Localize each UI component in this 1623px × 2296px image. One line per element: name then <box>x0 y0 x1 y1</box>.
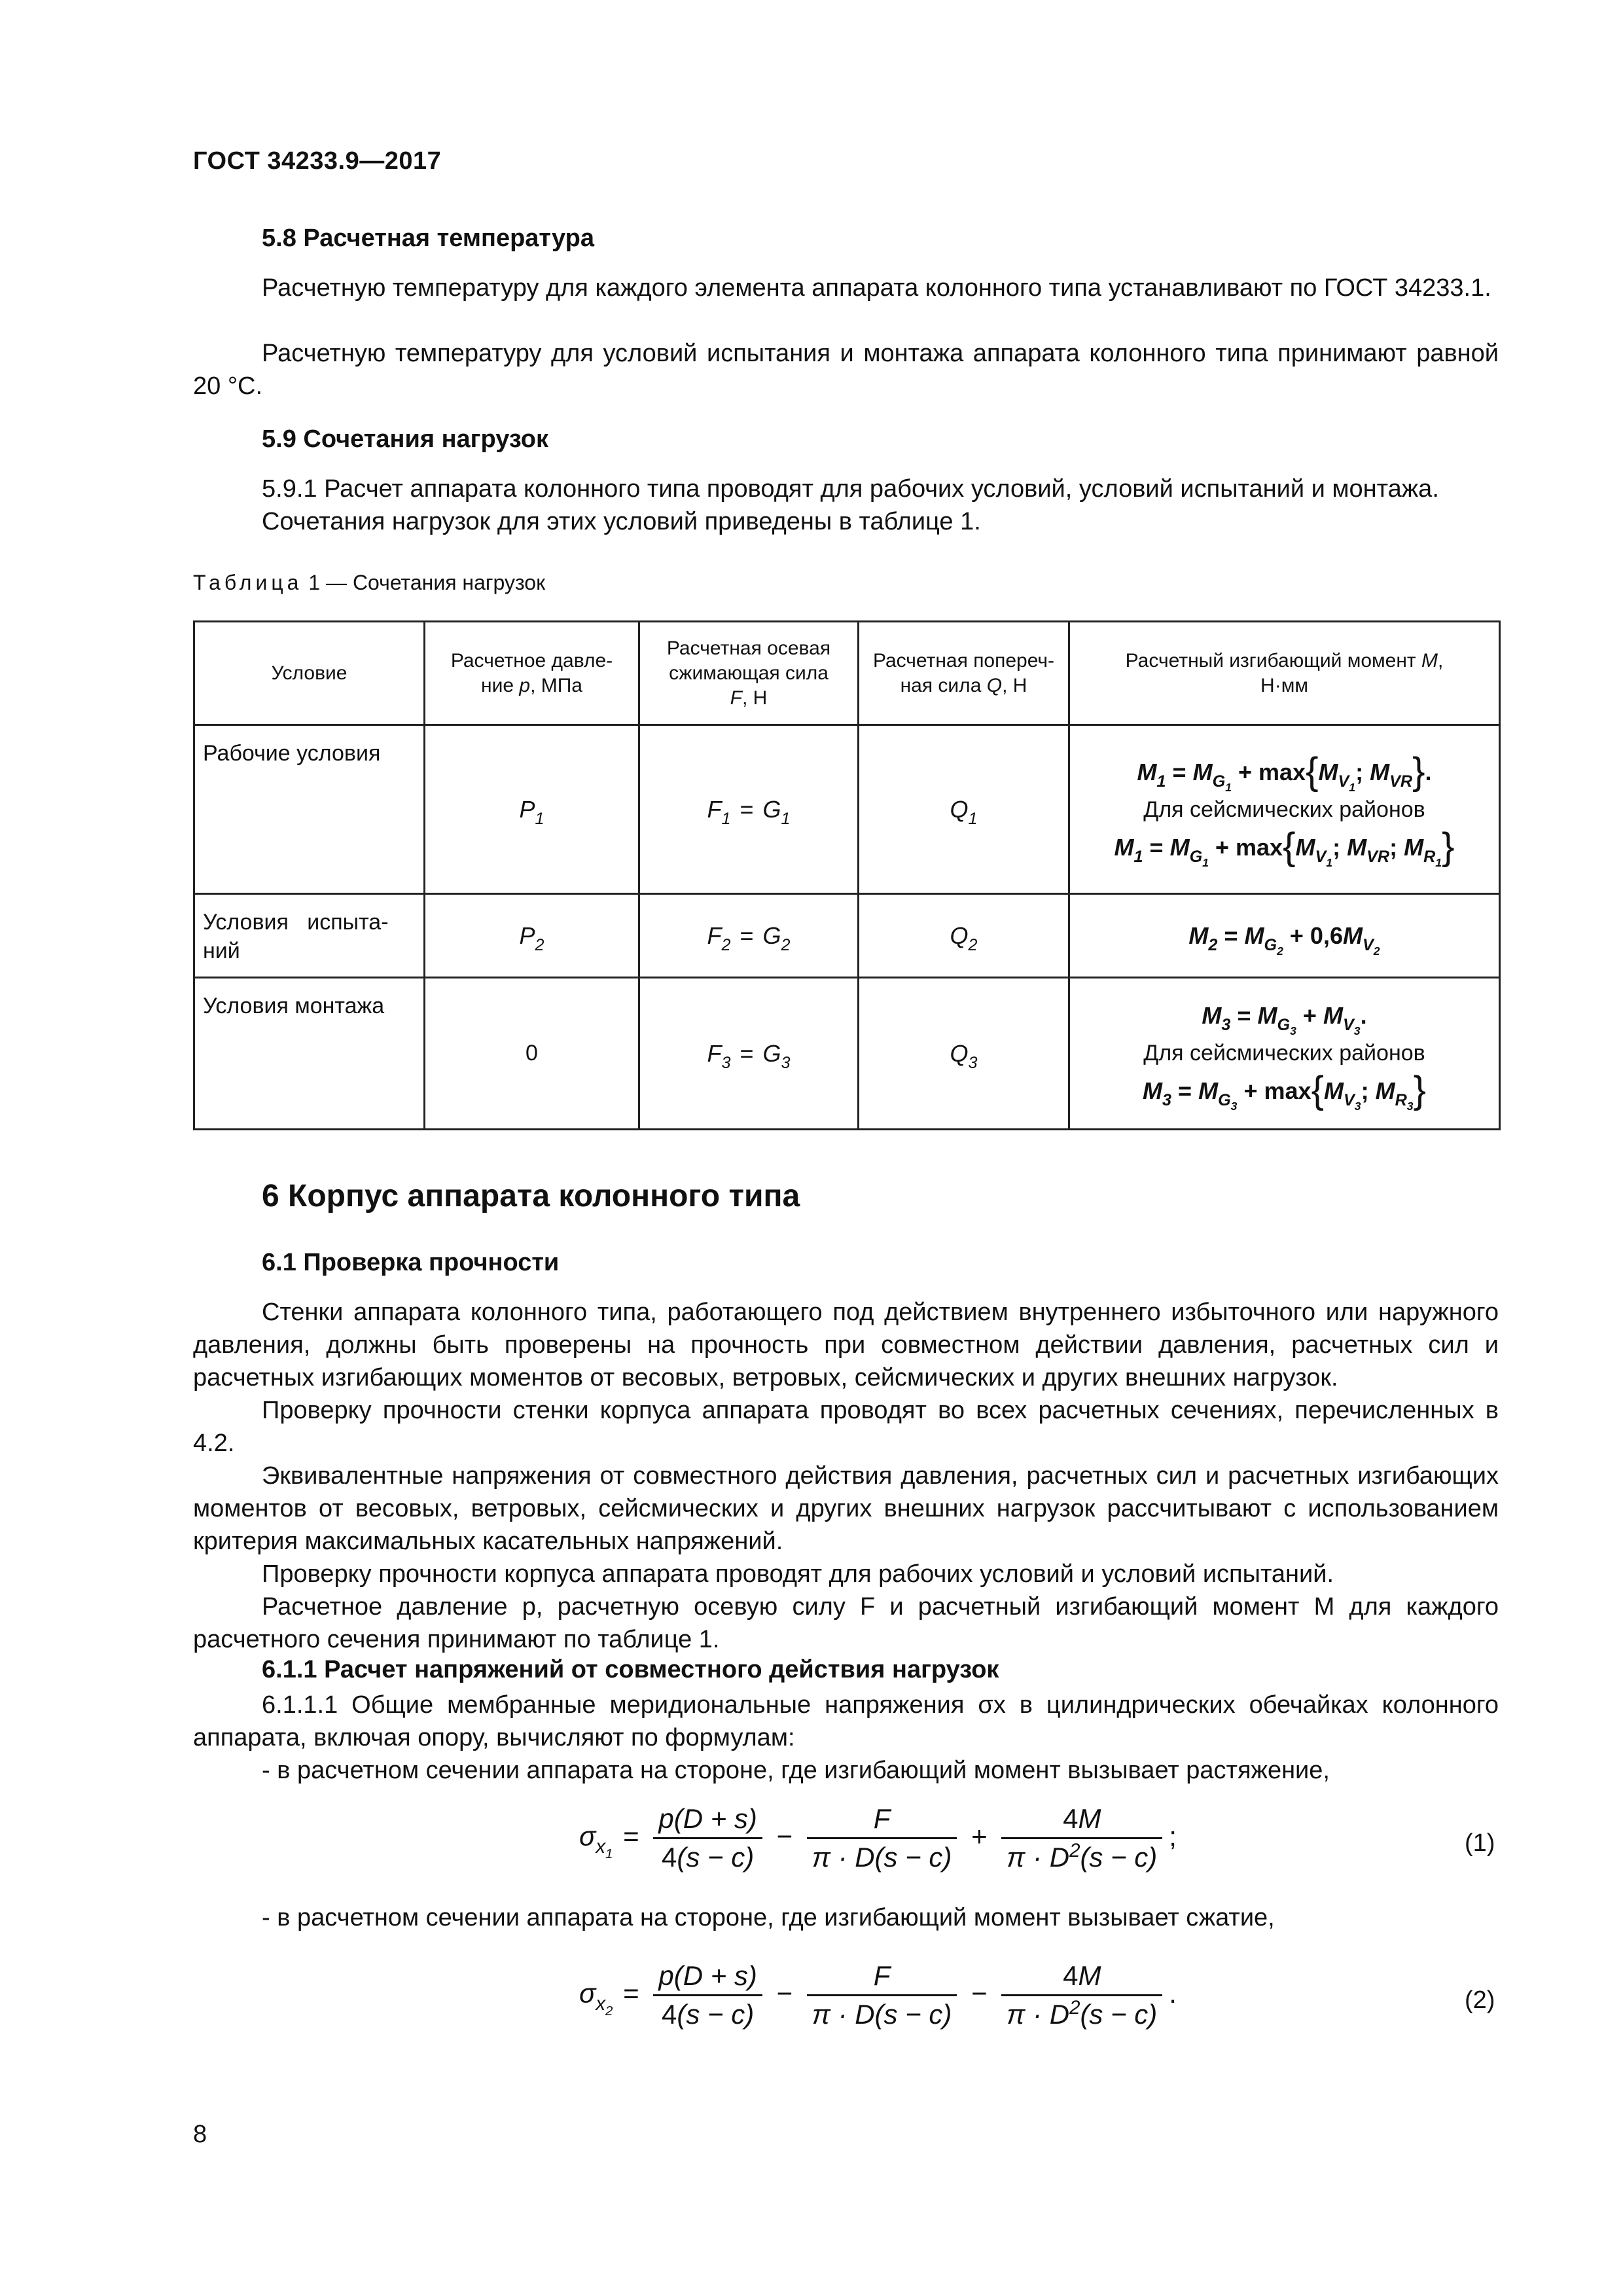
section-6-1-paragraph-2: Проверку прочности стенки корпуса аппарата проводят во всех расчетных сечениях, перечисленных в 4.2. <box>193 1397 1499 1457</box>
header-axial-force: Расчетная осевая сжимающая сила F, Н <box>639 622 859 725</box>
cell-axial-force: $F_2 = G_2$ <box>639 894 859 978</box>
header-shear-force: Расчетная попереч- ная сила Q, Н <box>859 622 1069 725</box>
cell-condition: Условия монтажа <box>194 978 425 1130</box>
section-6-1-title: 6.1 Проверка прочности <box>262 1249 560 1276</box>
header-pressure: Расчетное давле- ние p, МПа <box>425 622 639 725</box>
cell-shear-force: $Q_3$ <box>859 978 1069 1130</box>
compression-side-text: - в расчетном сечении аппарата на стороне, где изгибающий момент вызывает сжатие, <box>262 1904 1275 1931</box>
page-number: 8 <box>193 2121 207 2148</box>
table-row-test <box>194 894 1500 978</box>
table-1-caption <box>193 571 545 595</box>
cell-shear-force: $Q_1$ <box>859 725 1069 894</box>
cell-pressure: 0 <box>425 978 639 1130</box>
cell-bending-moment: $M_3 = M_{G_3} + M_{V_3}$. Для сейсмических районов $M_3 = M_{G_3} + \max\{M_{V_3}$; $M_{R_3}$} <box>1069 978 1500 1130</box>
section-6-1-1-1-paragraph: 6.1.1.1 Общие мембранные меридиональные напряжения σx в цилиндрических обечайках колонного аппарата, включая опору, вычисляют по формулам: <box>193 1691 1499 1751</box>
tension-side-text: - в расчетном сечении аппарата на стороне, где изгибающий момент вызывает растяжение, <box>262 1757 1330 1784</box>
table-caption-word: Таблица <box>193 571 303 594</box>
section-5-9-paragraph-2: Сочетания нагрузок для этих условий приведены в таблице 1. <box>262 508 981 535</box>
table-row-assembly <box>194 978 1500 1130</box>
cell-shear-force: $Q_2$ <box>859 894 1069 978</box>
section-5-9-title: 5.9 Сочетания нагрузок <box>262 425 549 453</box>
section-6-1-paragraph-4: Проверку прочности корпуса аппарата проводят для рабочих условий и условий испытаний. <box>262 1560 1334 1588</box>
header-bending-moment: Расчетный изгибающий момент M, Н·мм <box>1069 622 1500 725</box>
seismic-note: Для сейсмических районов <box>1143 797 1425 822</box>
table-caption-rest: 1 — Сочетания нагрузок <box>308 571 546 594</box>
cell-axial-force: $F_1 = G_1$ <box>639 725 859 894</box>
formula-2: $\sigma_{x_2}$ = $\frac{p(D + s)}{4(s - c)}$ − $\frac{F}{\pi \cdot D(s - c)}$ − $\frac{4M}{\pi \cdot D^2(s - c)}$ . <box>579 1960 1177 2030</box>
load-combinations-table <box>193 620 1501 1130</box>
cell-pressure: $P_2$ <box>425 894 639 978</box>
table-row-operating <box>194 725 1500 894</box>
cell-axial-force: $F_3 = G_3$ <box>639 978 859 1130</box>
cell-bending-moment: $M_1 = M_{G_1} + \max\{M_{V_1}$; $M_{VR}$}. Для сейсмических районов $M_1 = M_{G_1} + \max\{M_{V_1}$; $M_{VR}$; $M_{R_1}$} <box>1069 725 1500 894</box>
formula-1: $\sigma_{x_1}$ = $\frac{p(D + s)}{4(s - c)}$ − $\frac{F}{\pi \cdot D(s - c)}$ + $\frac{4M}{\pi \cdot D^2(s - c)}$ ; <box>579 1803 1177 1873</box>
equation-number-2: (2) <box>1465 1986 1495 2014</box>
header-condition: Условие <box>194 622 425 725</box>
section-5-9-paragraph-1: 5.9.1 Расчет аппарата колонного типа проводят для рабочих условий, условий испытаний и монтажа. <box>262 475 1439 503</box>
standard-designation: ГОСТ 34233.9—2017 <box>193 147 442 175</box>
cell-bending-moment: $M_2 = M_{G_2} + 0,6M_{V_2}$ <box>1069 894 1500 978</box>
table-header-row <box>194 622 1500 725</box>
section-6-1-1-title: 6.1.1 Расчет напряжений от совместного действия нагрузок <box>262 1656 999 1683</box>
section-5-8-paragraph-1: Расчетную температуру для каждого элемента аппарата колонного типа устанавливают по ГОСТ 34233.1. <box>262 274 1491 302</box>
cell-condition: Рабочие условия <box>194 725 425 894</box>
cell-pressure: $P_1$ <box>425 725 639 894</box>
equation-number-1: (1) <box>1465 1829 1495 1857</box>
section-6-1-paragraph-5: Расчетное давление p, расчетную осевую силу F и расчетный изгибающий момент M для каждого расчетного сечения принимают по таблице 1. <box>193 1593 1499 1653</box>
section-5-8-paragraph-2: Расчетную температуру для условий испытания и монтажа аппарата колонного типа принимают равной 20 °С. <box>193 340 1499 400</box>
section-6-1-paragraph-3: Эквивалентные напряжения от совместного действия давления, расчетных сил и расчетных изгибающих моментов от весовых, ветровых, сейсмических и других внешних нагрузок рассчитывают с использованием критерия максимальных касательных напряжений. <box>193 1462 1499 1555</box>
section-6-title: 6 Корпус аппарата колонного типа <box>262 1179 800 1213</box>
seismic-note: Для сейсмических районов <box>1143 1041 1425 1066</box>
cell-condition: Условия испыта- ний <box>194 894 425 978</box>
section-5-8-title: 5.8 Расчетная температура <box>262 224 594 252</box>
section-6-1-paragraph-1: Стенки аппарата колонного типа, работающего под действием внутреннего избыточного или наружного давления, должны быть проверены на прочность при совместном действии давления, расчетных сил и расчетных изгибающих моментов от весовых, ветровых, сейсмических и других внешних нагрузок. <box>193 1299 1499 1391</box>
